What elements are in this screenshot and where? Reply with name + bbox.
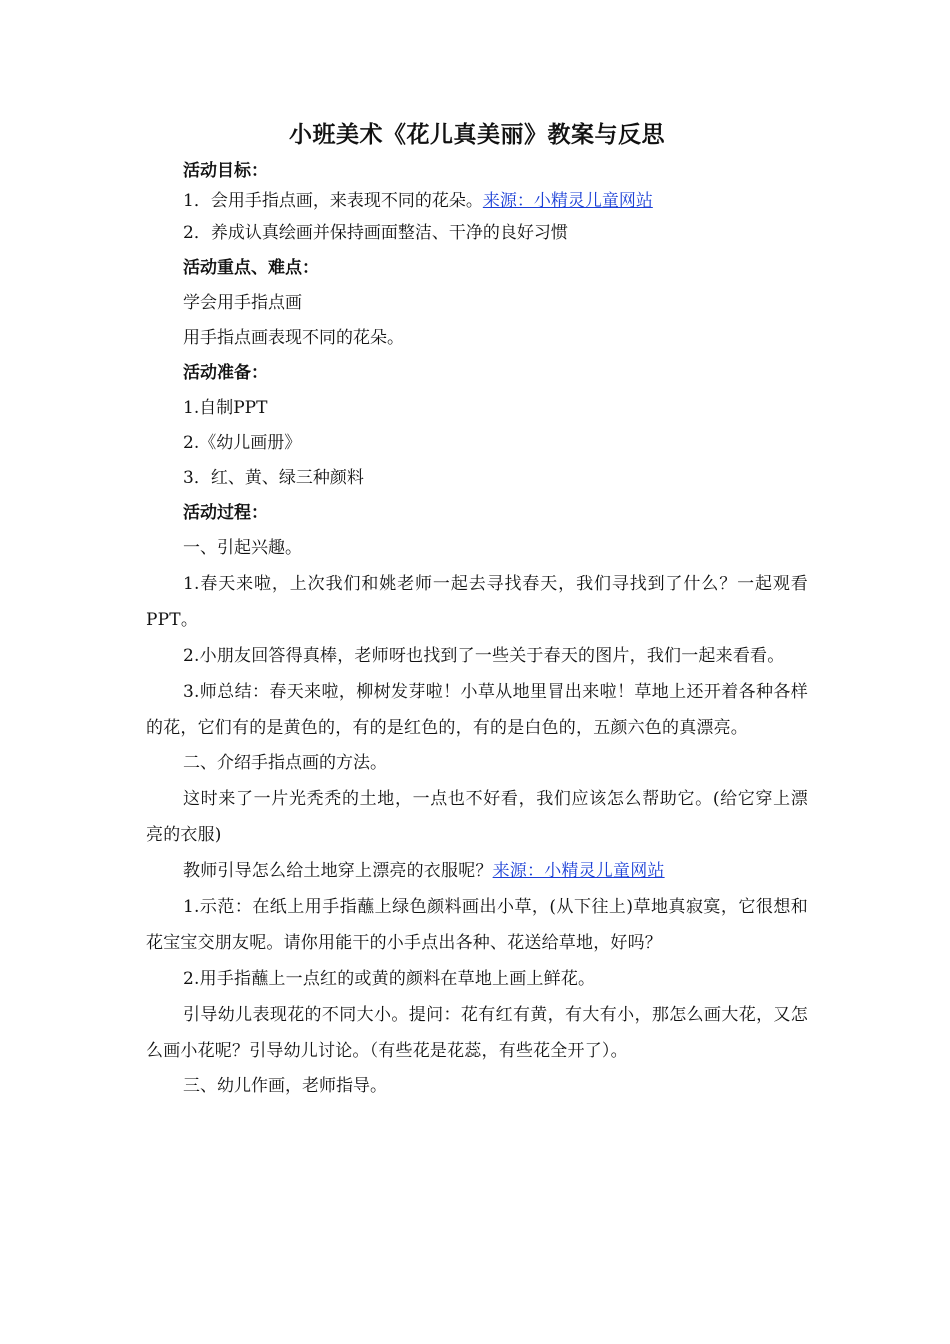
goal-item-1 bbox=[146, 186, 808, 216]
key-point-1: 学会用手指点画 bbox=[183, 293, 302, 313]
process-heading: 活动过程： bbox=[183, 503, 268, 523]
source-link-2[interactable]: 来源：小精灵儿童网站 bbox=[492, 861, 665, 881]
source-link-1[interactable]: 来源：小精灵儿童网站 bbox=[482, 191, 653, 211]
process-paragraph-8: 引导幼儿表现花的不同大小。提问：花有红有黄，有大有小，那怎么画大花，又怎么画小花呢？引导幼儿讨论。（有些花是花蕊，有些花全开了）。 bbox=[146, 1005, 808, 1061]
document-page bbox=[146, 120, 808, 1104]
process-paragraph-2: 2.小朋友回答得真棒，老师呀也找到了一些关于春天的图片，我们一起来看看。 bbox=[183, 646, 785, 666]
process-paragraph-3: 3.师总结：春天来啦，柳树发芽啦！小草从地里冒出来啦！草地上还开着各种各样的花，它们有的是黄色的，有的是红色的，有的是白色的，五颜六色的真漂亮。 bbox=[146, 682, 808, 738]
prep-heading: 活动准备： bbox=[183, 363, 268, 383]
goal-item-1-text: 1．会用手指点画，来表现不同的花朵。 bbox=[183, 191, 483, 211]
process-paragraph-4: 这时来了一片光秃秃的土地，一点也不好看，我们应该怎么帮助它。(给它穿上漂亮的衣服) bbox=[146, 789, 808, 845]
goals-heading: 活动目标： bbox=[183, 161, 268, 181]
goal-item-2: 2．养成认真绘画并保持画面整洁、干净的良好习惯 bbox=[183, 223, 568, 243]
process-paragraph-5-text: 教师引导怎么给土地穿上漂亮的衣服呢？ bbox=[183, 861, 493, 881]
section-2-heading: 二、介绍手指点画的方法。 bbox=[183, 753, 387, 773]
section-3-heading: 三、幼儿作画，老师指导。 bbox=[183, 1076, 387, 1096]
process-paragraph-5 bbox=[146, 853, 808, 889]
process-paragraph-7: 2.用手指蘸上一点红的或黄的颜料在草地上画上鲜花。 bbox=[183, 969, 596, 989]
prep-item-2: 2.《幼儿画册》 bbox=[183, 433, 302, 453]
prep-item-1: 1.自制PPT bbox=[183, 398, 268, 418]
key-points-heading: 活动重点、难点： bbox=[183, 258, 319, 278]
document-title: 小班美术《花儿真美丽》教案与反思 bbox=[289, 121, 665, 148]
key-point-2: 用手指点画表现不同的花朵。 bbox=[183, 328, 404, 348]
section-1-heading: 一、引起兴趣。 bbox=[183, 538, 302, 558]
prep-item-3: 3．红、黄、绿三种颜料 bbox=[183, 468, 364, 488]
process-paragraph-6: 1.示范：在纸上用手指蘸上绿色颜料画出小草，(从下往上)草地真寂寞，它很想和花宝宝交朋友呢。请你用能干的小手点出各种、花送给草地，好吗？ bbox=[146, 897, 808, 953]
process-paragraph-1: 1.春天来啦，上次我们和姚老师一起去寻找春天，我们寻找到了什么？一起观看PPT。 bbox=[146, 574, 808, 630]
